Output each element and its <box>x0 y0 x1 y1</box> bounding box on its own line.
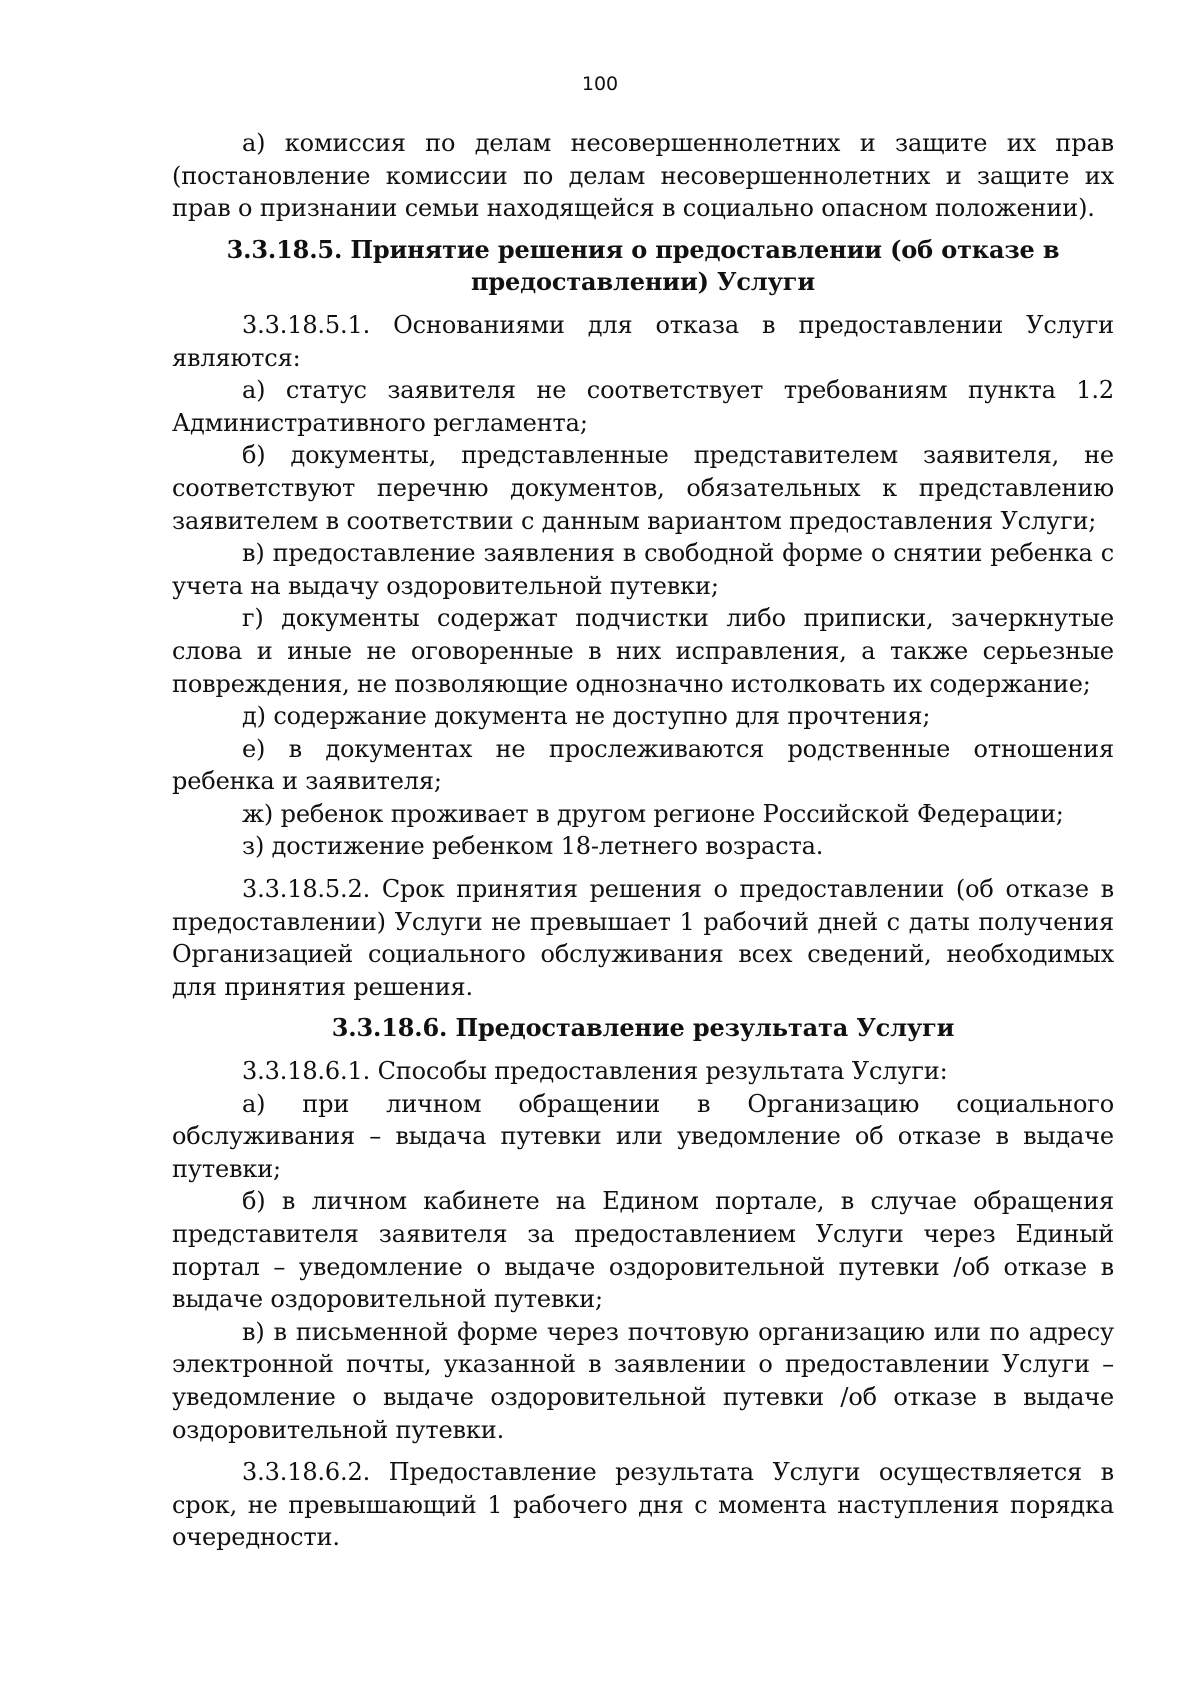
section-heading-3-3-18-6: 3.3.18.6. Предоставление результата Услуги <box>331 1013 955 1043</box>
list-item-zh: ж) ребенок проживает в другом регионе Российской Федерации; <box>242 799 1064 828</box>
page-number: 100 <box>581 73 619 95</box>
list-item-v: в) предоставление заявления в свободной форме о снятии ребенка с учета на выдачу оздоровительной путевки; <box>172 539 1114 600</box>
list-item-a: а) статус заявителя не соответствует требованиям пункта 1.2 Административного регламента; <box>172 376 1114 437</box>
paragraph-3-3-18-6-1: 3.3.18.6.1. Способы предоставления результата Услуги: <box>242 1057 948 1086</box>
list-item-b: б) документы, представленные представителем заявителя, не соответствуют перечню документов, обязательных к представлению заявителем в соответствии с данным вариантом предоставления Услуги; <box>172 441 1114 535</box>
method-item-b: б) в личном кабинете на Едином портале, в случае обращения представителя заявителя за предоставлением Услуги через Единый портал – уведомление о выдаче оздоровительной путевки /об отказе в выдаче оздоровительной путевки; <box>172 1187 1114 1314</box>
section-heading-3-3-18-5 <box>172 234 1114 299</box>
section-heading-line-1: 3.3.18.5. Принятие решения о предоставлении (об отказе в <box>226 234 1060 264</box>
paragraph-3-3-18-6-2: 3.3.18.6.2. Предоставление результата Услуги осуществляется в срок, не превышающий 1 рабочего дня с момента наступления порядка очередности. <box>172 1458 1114 1552</box>
list-item-z: з) достижение ребенком 18-летнего возраста. <box>242 832 824 861</box>
paragraph-commission: а) комиссия по делам несовершеннолетних и защите их прав (постановление комиссии по делам несовершеннолетних и защите их прав о признании семьи находящейся в социально опасном положении). <box>172 129 1114 223</box>
paragraph-3-3-18-5-1: 3.3.18.5.1. Основаниями для отказа в предоставлении Услуги являются: <box>172 310 1114 372</box>
list-item-d: д) содержание документа не доступно для прочтения; <box>242 702 931 731</box>
list-item-g: г) документы содержат подчистки либо приписки, зачеркнутые слова и иные не оговоренные в них исправления, а также серьезные повреждения, не позволяющие однозначно истолковать их содержание; <box>172 604 1114 698</box>
method-item-v: в) в письменной форме через почтовую организацию или по адресу электронной почты, указанной в заявлении о предоставлении Услуги – уведомление о выдаче оздоровительной путевки /об отказе в выдаче оздоровительной путевки. <box>172 1317 1114 1444</box>
document-body <box>172 127 1114 1554</box>
method-item-a: а) при личном обращении в Организацию социального обслуживания – выдача путевки или уведомление об отказе в выдаче путевки; <box>172 1089 1114 1183</box>
paragraph-3-3-18-5-2: 3.3.18.5.2. Срок принятия решения о предоставлении (об отказе в предоставлении) Услуги не превышает 1 рабочий дней с даты получения Организацией социального обслуживания всех сведений, необходимых для принятия решения. <box>172 875 1114 1001</box>
list-item-e: е) в документах не прослеживаются родственные отношения ребенка и заявителя; <box>172 734 1114 796</box>
section-heading-line-2: предоставлении) Услуги <box>471 267 815 297</box>
